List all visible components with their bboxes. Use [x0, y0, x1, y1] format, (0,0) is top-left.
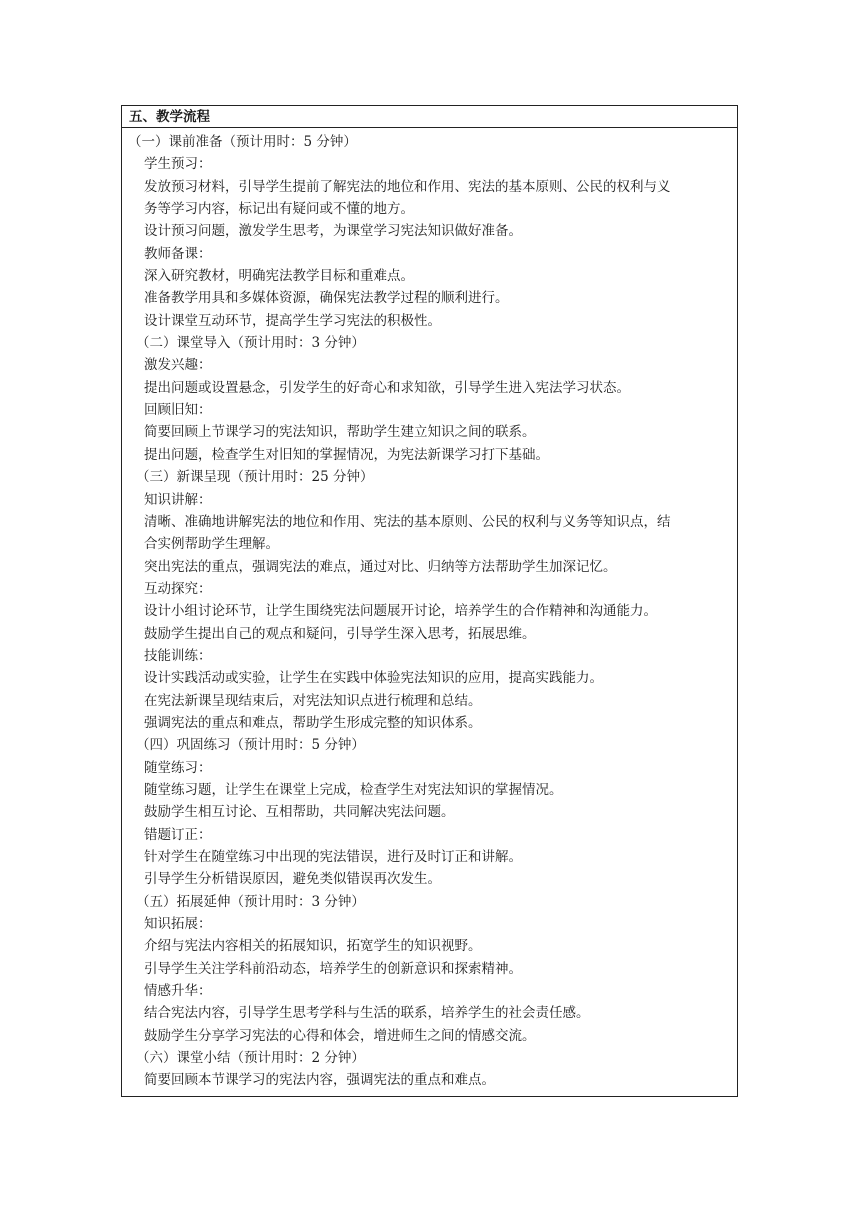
body-line: 提出问题或设置悬念，引发学生的好奇心和求知欲，引导学生进入宪法学习状态。	[144, 379, 630, 396]
body-line: 情感升华：	[144, 983, 212, 1000]
body-line: 准备教学用具和多媒体资源，确保宪法教学过程的顺利进行。	[144, 290, 509, 307]
body-line: 深入研究教材，明确宪法教学目标和重难点。	[144, 268, 414, 285]
section-heading: 五、教学流程	[122, 106, 737, 128]
subsection-heading: （四）巩固练习（预计用时：5 分钟）	[136, 737, 365, 754]
body-line: 提出问题，检查学生对旧知的掌握情况，为宪法新课学习打下基础。	[144, 446, 549, 463]
body-line: 务等学习内容，标记出有疑问或不懂的地方。	[144, 201, 414, 218]
body-line: 简要回顾上节课学习的宪法知识，帮助学生建立知识之间的联系。	[144, 424, 536, 441]
body-line: 随堂练习题，让学生在课堂上完成，检查学生对宪法知识的掌握情况。	[144, 781, 563, 798]
body-line: 突出宪法的重点，强调宪法的难点，通过对比、归纳等方法帮助学生加深记忆。	[144, 558, 617, 575]
body-line: 强调宪法的重点和难点，帮助学生形成完整的知识体系。	[144, 714, 482, 731]
body-line: 设计小组讨论环节，让学生围绕宪法问题展开讨论，培养学生的合作精神和沟通能力。	[144, 603, 657, 620]
body-line: 鼓励学生分享学习宪法的心得和体会，增进师生之间的情感交流。	[144, 1027, 536, 1044]
body-line: 随堂练习：	[144, 759, 212, 776]
lesson-flow-content	[122, 128, 737, 1096]
subsection-heading: （五）拓展延伸（预计用时：3 分钟）	[136, 893, 365, 910]
body-line: 知识讲解：	[144, 491, 212, 508]
body-line: 错题订正：	[144, 826, 212, 843]
body-line: 简要回顾本节课学习的宪法内容，强调宪法的重点和难点。	[144, 1072, 495, 1089]
subsection-heading: （六）课堂小结（预计用时：2 分钟）	[136, 1050, 365, 1067]
body-line: 激发兴趣：	[144, 357, 212, 374]
body-line: 互动探究：	[144, 580, 212, 597]
subsection-heading: （三）新课呈现（预计用时：25 分钟）	[136, 469, 374, 486]
body-line: 结合宪法内容，引导学生思考学科与生活的联系，培养学生的社会责任感。	[144, 1005, 590, 1022]
body-line: 设计预习问题，激发学生思考，为课堂学习宪法知识做好准备。	[144, 223, 522, 240]
body-line: 学生预习：	[144, 156, 212, 173]
body-line: 在宪法新课呈现结束后，对宪法知识点进行梳理和总结。	[144, 692, 482, 709]
body-line: 合实例帮助学生理解。	[144, 536, 279, 553]
body-line: 清晰、准确地讲解宪法的地位和作用、宪法的基本原则、公民的权利与义务等知识点，结	[144, 513, 671, 530]
body-line: 发放预习材料，引导学生提前了解宪法的地位和作用、宪法的基本原则、公民的权利与义	[144, 178, 671, 195]
body-line: 设计课堂互动环节，提高学生学习宪法的积极性。	[144, 312, 441, 329]
body-line: 鼓励学生相互讨论、互相帮助，共同解决宪法问题。	[144, 804, 455, 821]
body-line: 引导学生分析错误原因，避免类似错误再次发生。	[144, 871, 441, 888]
body-line: 介绍与宪法内容相关的拓展知识，拓宽学生的知识视野。	[144, 938, 482, 955]
body-line: 教师备课：	[144, 245, 212, 262]
lesson-flow-table	[121, 105, 738, 1097]
body-line: 鼓励学生提出自己的观点和疑问，引导学生深入思考，拓展思维。	[144, 625, 536, 642]
subsection-heading: （一）课前准备（预计用时：5 分钟）	[128, 134, 357, 150]
body-line: 回顾旧知：	[144, 402, 212, 419]
body-line: 针对学生在随堂练习中出现的宪法错误，进行及时订正和讲解。	[144, 849, 522, 865]
body-line: 技能训练：	[144, 647, 212, 664]
subsection-heading: （二）课堂导入（预计用时：3 分钟）	[136, 335, 365, 352]
body-line: 设计实践活动或实验，让学生在实践中体验宪法知识的应用，提高实践能力。	[144, 670, 603, 687]
body-line: 引导学生关注学科前沿动态，培养学生的创新意识和探索精神。	[144, 960, 522, 977]
body-line: 知识拓展：	[144, 916, 212, 933]
